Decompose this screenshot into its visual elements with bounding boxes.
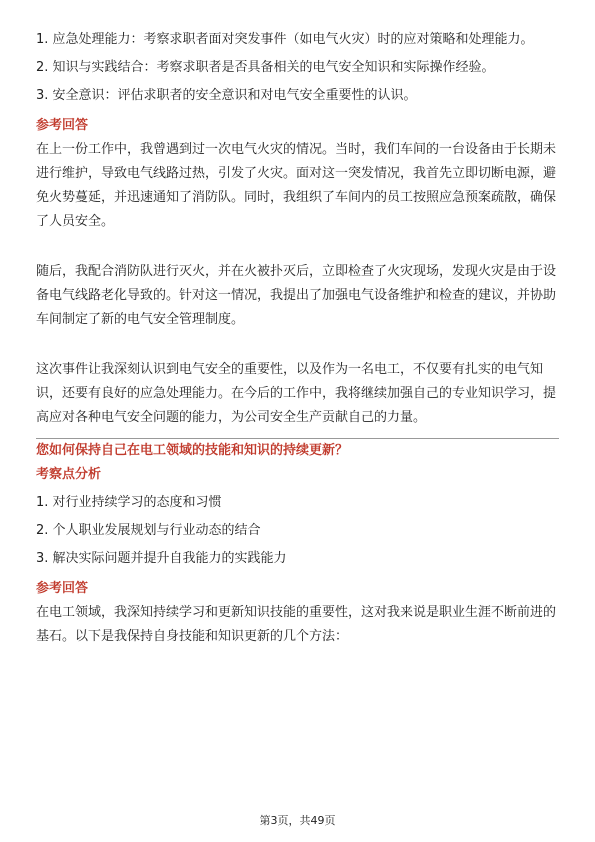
question-title: 您如何保持自己在电工领域的技能和知识的持续更新？ — [36, 443, 349, 458]
answer-paragraph-3: 这次事件让我深刻认识到电气安全的重要性，以及作为一名电工，不仅要有扎实的电气知识，还要有良好的应急处理能力。在今后的工作中，我将继续加强自己的专业知识学习，提高应对各种电气安全问题的能力，为公司安全生产贡献自己的力量。 — [36, 362, 557, 425]
answer-heading-2: 参考回答 — [36, 581, 89, 596]
analysis-point-1: 1. 对行业持续学习的态度和习惯 — [36, 495, 222, 510]
answer-heading: 参考回答 — [36, 118, 89, 133]
page-footer: 第3页，共49页 — [259, 814, 336, 827]
analysis-heading: 考察点分析 — [36, 467, 102, 482]
answer-2-paragraph: 在电工领域，我深知持续学习和更新知识技能的重要性，这对我来说是职业生涯不断前进的基石。以下是我保持自身技能和知识更新的几个方法： — [36, 605, 557, 644]
point-1: 1. 应急处理能力：考察求职者面对突发事件（如电气火灾）时的应对策略和处理能力。 — [36, 32, 534, 47]
analysis-point-3: 3. 解决实际问题并提升自我能力的实践能力 — [36, 551, 287, 566]
point-2: 2. 知识与实践结合：考察求职者是否具备相关的电气安全知识和实际操作经验。 — [36, 60, 495, 75]
answer-paragraph-1: 在上一份工作中，我曾遇到过一次电气火灾的情况。当时，我们车间的一台设备由于长期未进行维护，导致电气线路过热，引发了火灾。面对这一突发情况，我首先立即切断电源，避免火势蔓延，并迅速通知了消防队。同时，我组织了车间内的员工按照应急预案疏散，确保了人员安全。 — [36, 142, 557, 229]
analysis-point-2: 2. 个人职业发展规划与行业动态的结合 — [36, 523, 261, 538]
answer-paragraph-2: 随后，我配合消防队进行灭火，并在火被扑灭后，立即检查了火灾现场，发现火灾是由于设备电气线路老化导致的。针对这一情况，我提出了加强电气设备维护和检查的建议，并协助车间制定了新的电气安全管理制度。 — [36, 264, 557, 327]
page-content — [36, 28, 559, 649]
point-3: 3. 安全意识：评估求职者的安全意识和对电气安全重要性的认识。 — [36, 88, 417, 103]
